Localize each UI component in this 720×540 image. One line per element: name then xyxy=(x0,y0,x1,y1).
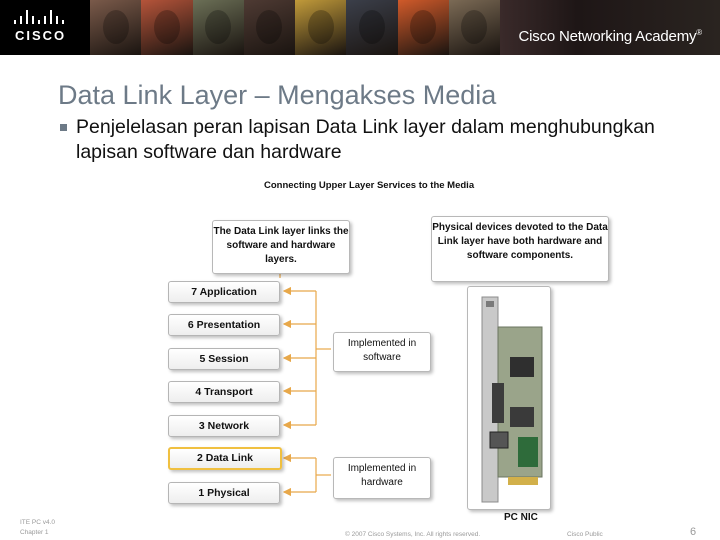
header-photo xyxy=(295,0,346,55)
bullet-text: Penjelelasan peran lapisan Data Link layer dalam menghubungkan lapisan software dan hardware xyxy=(76,116,655,163)
footer-chapter: Chapter 1 xyxy=(20,529,49,536)
cisco-logo xyxy=(0,0,90,55)
photo-person xyxy=(154,10,180,44)
header-photo xyxy=(244,0,295,55)
photo-person xyxy=(103,10,129,44)
footer-course: ITE PC v4.0 xyxy=(20,519,56,526)
callout-link-layers: The Data Link layer links the software and hardware layers. xyxy=(212,220,350,274)
page-number: 6 xyxy=(690,526,697,538)
header-photo xyxy=(90,0,141,55)
footer-classification: Cisco Public xyxy=(567,531,603,538)
layer-session: 5 Session xyxy=(168,348,280,370)
academy-title: Cisco Networking Academy® xyxy=(518,28,702,45)
photo-person xyxy=(359,10,385,44)
photo-person xyxy=(410,10,436,44)
footer-copyright: © 2007 Cisco Systems, Inc. All rights reserved. xyxy=(345,531,481,538)
photo-person xyxy=(461,10,487,44)
nic-card-image xyxy=(468,287,550,509)
layer-transport: 4 Transport xyxy=(168,381,280,403)
diagram-title: Connecting Upper Layer Services to the Media xyxy=(264,180,475,191)
callout-physical-devices: Physical devices devoted to the Data Link layer have both hardware and software components. xyxy=(431,216,609,282)
footer-course-info xyxy=(20,518,55,538)
header-photo xyxy=(346,0,397,55)
layer-application: 7 Application xyxy=(168,281,280,303)
layer-presentation: 6 Presentation xyxy=(168,314,280,336)
photo-person xyxy=(308,10,334,44)
layer-network: 3 Network xyxy=(168,415,280,437)
photo-person xyxy=(256,10,282,44)
header-photo xyxy=(449,0,500,55)
layer-datalink: 2 Data Link xyxy=(168,447,282,470)
callout-implemented-hardware: Implemented in hardware xyxy=(333,457,431,499)
slide-title: Data Link Layer – Mengakses Media xyxy=(58,80,497,110)
cisco-wordmark: CISCO xyxy=(15,28,67,43)
nic-image-frame xyxy=(467,286,551,510)
cisco-bridge-icon xyxy=(14,10,64,24)
header-photo xyxy=(398,0,449,55)
academy-panel xyxy=(500,0,720,55)
bullet-marker xyxy=(60,124,67,131)
callout-implemented-software: Implemented in software xyxy=(333,332,431,372)
header-photo-strip xyxy=(90,0,500,55)
layer-physical: 1 Physical xyxy=(168,482,280,504)
header-photo xyxy=(193,0,244,55)
header-banner xyxy=(0,0,720,55)
photo-person xyxy=(205,10,231,44)
nic-label: PC NIC xyxy=(504,512,538,523)
header-photo xyxy=(141,0,192,55)
